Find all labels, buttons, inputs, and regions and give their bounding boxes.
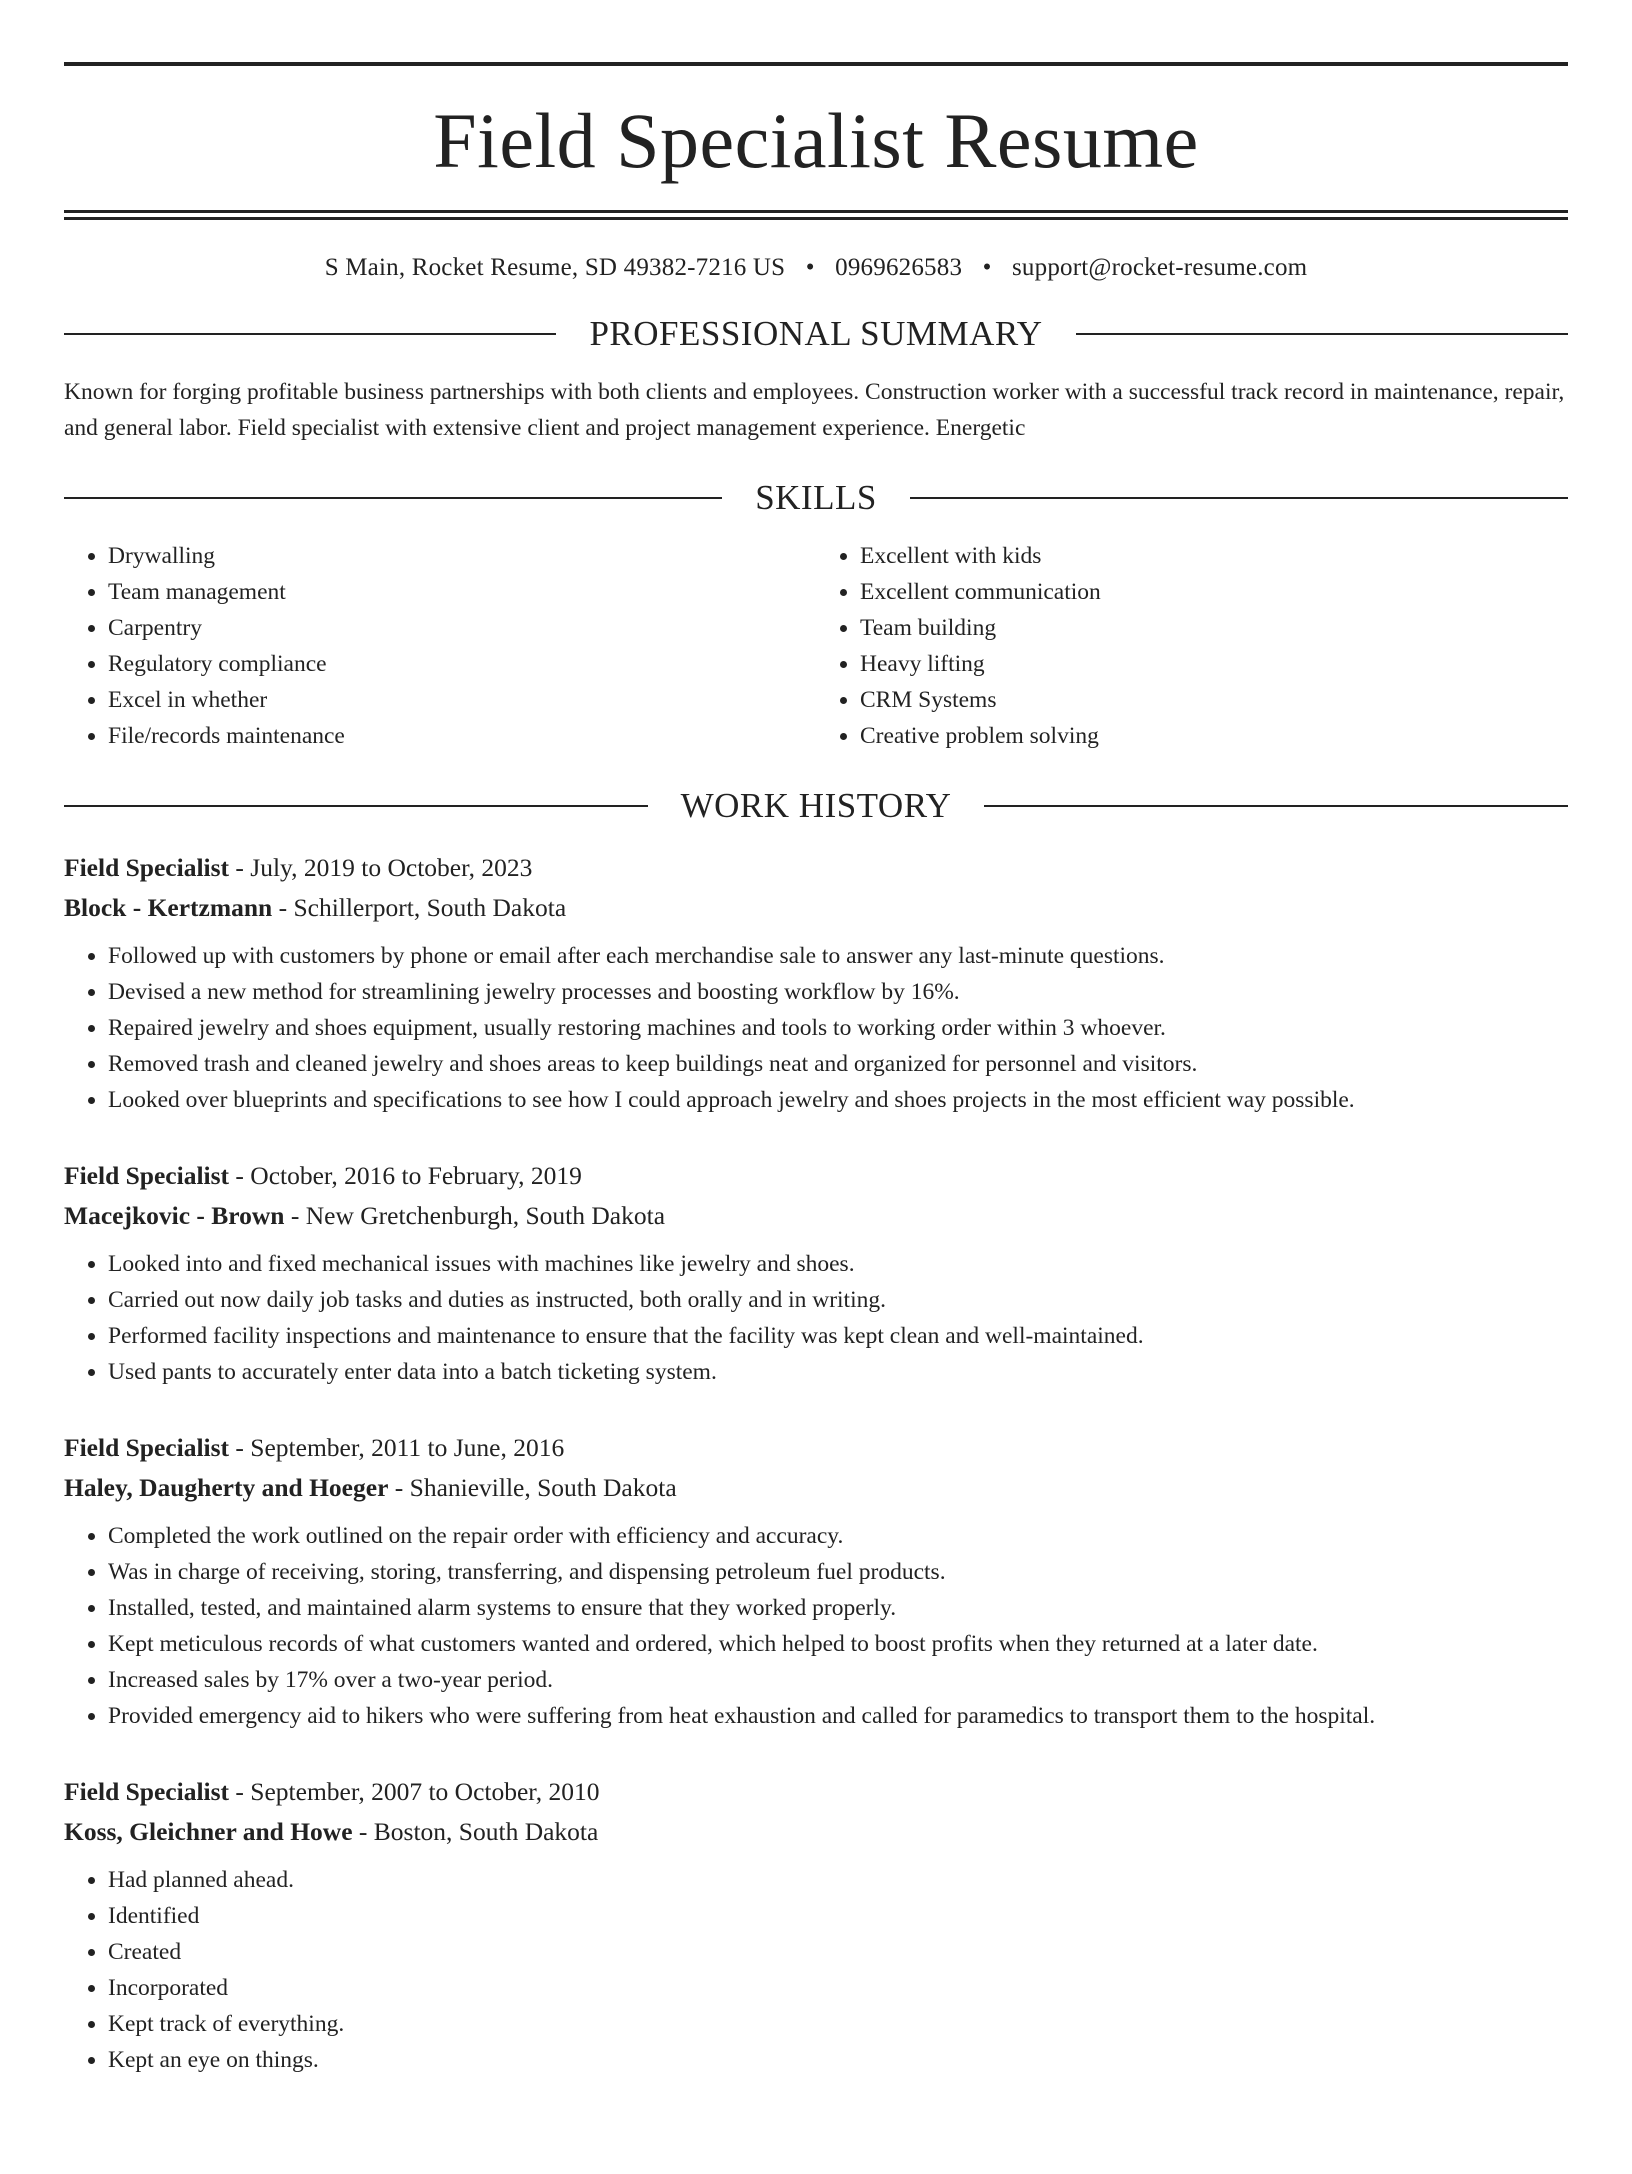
job-company-line bbox=[64, 1468, 1568, 1508]
job-bullet: • Looked over blueprints and specifications to see how I could approach jewelry and shoes projects in the most efficient way possible. bbox=[108, 1082, 1568, 1118]
job-bullet: • Performed facility inspections and maintenance to ensure that the facility was kept clean and well-maintained. bbox=[108, 1318, 1568, 1354]
job-bullet: • Was in charge of receiving, storing, transferring, and dispensing petroleum fuel products. bbox=[108, 1554, 1568, 1590]
section-title-summary: PROFESSIONAL SUMMARY bbox=[589, 314, 1043, 353]
job-location: - Shanieville, South Dakota bbox=[394, 1473, 677, 1502]
job-bullet: • Devised a new method for streamlining jewelry processes and boosting workflow by 16%. bbox=[108, 974, 1568, 1010]
skill-item: • Carpentry bbox=[108, 610, 816, 646]
job-bullet: • Carried out now daily job tasks and duties as instructed, both orally and in writing. bbox=[108, 1282, 1568, 1318]
resume-title: Field Specialist Resume bbox=[433, 97, 1199, 184]
skill-item: • Excellent with kids bbox=[860, 538, 1568, 574]
job-company: Block - Kertzmann bbox=[64, 893, 273, 922]
job-company: Koss, Gleichner and Howe bbox=[64, 1817, 353, 1846]
section-rule bbox=[64, 333, 556, 335]
skill-item: • Regulatory compliance bbox=[108, 646, 816, 682]
job-location: - Schillerport, South Dakota bbox=[278, 893, 567, 922]
skills-list-right bbox=[816, 538, 1568, 754]
job-bullet: • Repaired jewelry and shoes equipment, usually restoring machines and tools to working order within 3 whoever. bbox=[108, 1010, 1568, 1046]
section-header-skills bbox=[64, 478, 1568, 518]
job-bullets bbox=[64, 1862, 1568, 2078]
job-location: - New Gretchenburgh, South Dakota bbox=[290, 1201, 666, 1230]
skill-item: • Excel in whether bbox=[108, 682, 816, 718]
job-title: Field Specialist bbox=[64, 853, 230, 882]
contact-separator: • bbox=[982, 254, 992, 281]
skill-item: • File/records maintenance bbox=[108, 718, 816, 754]
job-bullet: • Kept an eye on things. bbox=[108, 2042, 1568, 2078]
summary-text: Known for forging profitable business partnerships with both clients and employees. Construction worker with a successful track record in maintenance, repair, and general labor. Field specialist with extensive client and project management experience. Energetic bbox=[64, 379, 1565, 441]
job-bullet: • Provided emergency aid to hikers who were suffering from heat exhaustion and called for paramedics to transport them to the hospital. bbox=[108, 1698, 1568, 1734]
job-dates: - September, 2011 to June, 2016 bbox=[235, 1433, 565, 1462]
contact-line bbox=[64, 254, 1568, 282]
job-bullet: • Kept track of everything. bbox=[108, 2006, 1568, 2042]
job-title: Field Specialist bbox=[64, 1433, 230, 1462]
job-entry bbox=[64, 1772, 1568, 2078]
job-entry bbox=[64, 1428, 1568, 1734]
resume-page bbox=[0, 62, 1632, 2174]
contact-separator: • bbox=[805, 254, 815, 281]
skill-item: • Heavy lifting bbox=[860, 646, 1568, 682]
job-company-line bbox=[64, 1812, 1568, 1852]
job-bullet: • Identified bbox=[108, 1898, 1568, 1934]
job-bullet: • Had planned ahead. bbox=[108, 1862, 1568, 1898]
job-dates: - September, 2007 to October, 2010 bbox=[235, 1777, 600, 1806]
job-title-line bbox=[64, 1772, 1568, 1812]
contact-email: support@rocket-resume.com bbox=[1012, 254, 1308, 281]
contact-phone: 0969626583 bbox=[835, 254, 963, 281]
job-company: Macejkovic - Brown bbox=[64, 1201, 285, 1230]
job-title-line bbox=[64, 1156, 1568, 1196]
contact-address: S Main, Rocket Resume, SD 49382-7216 US bbox=[324, 254, 786, 281]
title-double-rule bbox=[64, 210, 1568, 220]
job-bullet: • Increased sales by 17% over a two-year period. bbox=[108, 1662, 1568, 1698]
section-header-summary bbox=[64, 314, 1568, 354]
job-bullet: • Used pants to accurately enter data into a batch ticketing system. bbox=[108, 1354, 1568, 1390]
skill-item: • Drywalling bbox=[108, 538, 816, 574]
job-entry bbox=[64, 1156, 1568, 1390]
skill-item: • CRM Systems bbox=[860, 682, 1568, 718]
section-rule bbox=[910, 497, 1568, 499]
job-bullets bbox=[64, 1246, 1568, 1390]
section-rule bbox=[64, 497, 722, 499]
section-rule bbox=[984, 805, 1568, 807]
job-bullet: • Kept meticulous records of what customers wanted and ordered, which helped to boost profits when they returned at a later date. bbox=[108, 1626, 1568, 1662]
job-bullet: • Followed up with customers by phone or email after each merchandise sale to answer any last-minute questions. bbox=[108, 938, 1568, 974]
job-bullet: • Looked into and fixed mechanical issues with machines like jewelry and shoes. bbox=[108, 1246, 1568, 1282]
section-rule bbox=[1076, 333, 1568, 335]
job-dates: - July, 2019 to October, 2023 bbox=[235, 853, 533, 882]
skills-columns bbox=[64, 538, 1568, 754]
skills-list-left bbox=[64, 538, 816, 754]
job-bullet: • Removed trash and cleaned jewelry and shoes areas to keep buildings neat and organized for personnel and visitors. bbox=[108, 1046, 1568, 1082]
job-title-line bbox=[64, 1428, 1568, 1468]
job-bullet: • Incorporated bbox=[108, 1970, 1568, 2006]
job-title-line bbox=[64, 848, 1568, 888]
job-title: Field Specialist bbox=[64, 1777, 230, 1806]
job-bullets bbox=[64, 1518, 1568, 1734]
job-bullets bbox=[64, 938, 1568, 1118]
skill-item: • Team building bbox=[860, 610, 1568, 646]
job-bullet: • Installed, tested, and maintained alarm systems to ensure that they worked properly. bbox=[108, 1590, 1568, 1626]
section-rule bbox=[64, 805, 648, 807]
job-dates: - October, 2016 to February, 2019 bbox=[235, 1161, 582, 1190]
job-company-line bbox=[64, 1196, 1568, 1236]
skill-item: • Team management bbox=[108, 574, 816, 610]
job-entry bbox=[64, 848, 1568, 1118]
skill-item: • Excellent communication bbox=[860, 574, 1568, 610]
skill-item: • Creative problem solving bbox=[860, 718, 1568, 754]
section-title-skills: SKILLS bbox=[755, 478, 877, 517]
top-rule bbox=[64, 62, 1568, 66]
job-location: - Boston, South Dakota bbox=[358, 1817, 599, 1846]
job-company: Haley, Daugherty and Hoeger bbox=[64, 1473, 389, 1502]
job-company-line bbox=[64, 888, 1568, 928]
job-bullet: • Created bbox=[108, 1934, 1568, 1970]
section-title-work: WORK HISTORY bbox=[680, 786, 952, 825]
job-bullet: • Completed the work outlined on the repair order with efficiency and accuracy. bbox=[108, 1518, 1568, 1554]
job-title: Field Specialist bbox=[64, 1161, 230, 1190]
section-header-work bbox=[64, 786, 1568, 826]
